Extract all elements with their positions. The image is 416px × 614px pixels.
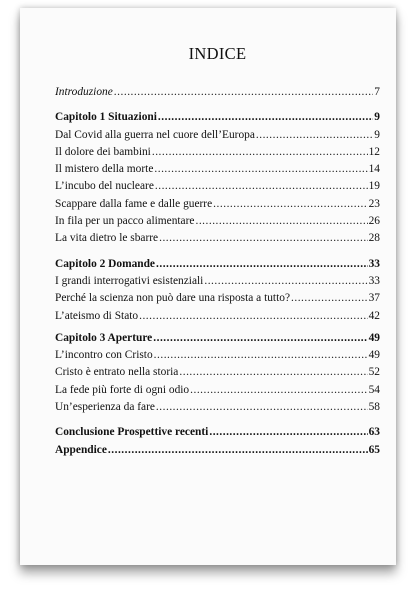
toc-chapter-page: 9 <box>374 111 380 124</box>
toc-entry-label: Il mistero della morte <box>55 163 154 176</box>
toc-entry-label: L’incontro con Cristo <box>55 349 153 362</box>
toc-entry-page: 42 <box>368 309 380 322</box>
toc-entry-label: Perché la scienza non può dare una risposta a tutto? <box>55 292 291 305</box>
toc-chapter-3 <box>55 330 380 347</box>
toc-entry-page: 19 <box>368 180 380 193</box>
toc-chapter-page: 65 <box>368 443 380 456</box>
toc-chapter-page: 49 <box>368 331 380 344</box>
toc-entry <box>55 382 380 399</box>
toc-chapter-label: Capitolo 2 Domande <box>55 257 155 270</box>
dot-leader <box>154 347 368 364</box>
toc-entry <box>55 161 380 178</box>
toc-entry-page: 9 <box>374 128 380 141</box>
toc-entry-page: 49 <box>368 349 380 362</box>
toc-appendix <box>55 442 380 459</box>
dot-leader <box>156 256 368 273</box>
dot-leader <box>204 273 367 290</box>
toc-entry-label: I grandi interrogativi esistenziali <box>55 274 204 287</box>
toc-entry <box>55 178 380 195</box>
dot-leader <box>156 399 368 416</box>
toc-entry <box>55 399 380 416</box>
toc-entry <box>55 213 380 230</box>
toc-entry-page: 7 <box>374 86 380 98</box>
dot-leader <box>114 84 374 101</box>
dot-leader <box>159 230 368 247</box>
toc-entry <box>55 127 380 144</box>
toc-entry <box>55 347 380 364</box>
dot-leader <box>190 382 367 399</box>
toc-entry-page: 26 <box>368 215 380 228</box>
dot-leader <box>256 127 373 144</box>
toc-entry-label: In fila per un pacco alimentare <box>55 215 195 228</box>
toc-conclusion <box>55 424 380 441</box>
toc-entry-label: Il dolore dei bambini <box>55 145 151 158</box>
toc-entry-label: Introduzione <box>55 86 113 98</box>
toc-entry-label: L’ateismo di Stato <box>55 309 139 322</box>
toc-entry-label: La vita dietro le sbarre <box>55 232 159 245</box>
toc-entry-page: 54 <box>368 383 380 396</box>
dot-leader <box>209 424 367 441</box>
toc-entry <box>55 230 380 247</box>
dot-leader <box>213 196 367 213</box>
toc-chapter-label: Capitolo 1 Situazioni <box>55 111 157 124</box>
toc-entry <box>55 196 380 213</box>
toc-chapter-2 <box>55 256 380 273</box>
dot-leader <box>195 213 367 230</box>
dot-leader <box>179 364 367 381</box>
toc-entry-page: 37 <box>368 292 380 305</box>
book-page <box>20 8 396 565</box>
toc-entry <box>55 144 380 161</box>
dot-leader <box>155 178 368 195</box>
toc-chapter-page: 33 <box>368 257 380 270</box>
toc-entry-label: La fede più forte di ogni odio <box>55 383 190 396</box>
table-of-contents <box>55 40 380 459</box>
dot-leader <box>158 109 373 126</box>
toc-chapter-label: Capitolo 3 Aperture <box>55 331 153 344</box>
toc-entry-page: 14 <box>368 163 380 176</box>
toc-entry-page: 33 <box>368 274 380 287</box>
toc-entry <box>55 364 380 381</box>
toc-entry-page: 58 <box>368 401 380 414</box>
dot-leader <box>291 290 368 307</box>
toc-chapter-page: 63 <box>368 426 380 439</box>
dot-leader <box>108 442 368 459</box>
toc-entry-label: Dal Covid alla guerra nel cuore dell’Europa <box>55 128 255 141</box>
toc-entry-label: Un’esperienza da fare <box>55 401 155 414</box>
dot-leader <box>139 308 368 325</box>
toc-entry <box>55 308 380 325</box>
dot-leader <box>152 144 368 161</box>
toc-entry-label: Cristo è entrato nella storia <box>55 366 179 379</box>
toc-entry-introduction <box>55 84 380 101</box>
toc-chapter-1 <box>55 109 380 126</box>
toc-entry <box>55 273 380 290</box>
dot-leader <box>153 330 367 347</box>
toc-entry <box>55 290 380 307</box>
toc-entry-label: L’incubo del nucleare <box>55 180 154 193</box>
toc-chapter-label: Appendice <box>55 443 107 456</box>
toc-entry-page: 52 <box>368 366 380 379</box>
page-title: INDICE <box>188 44 247 63</box>
toc-entry-page: 12 <box>368 145 380 158</box>
dot-leader <box>154 161 367 178</box>
toc-entry-page: 23 <box>368 197 380 210</box>
toc-entry-label: Scappare dalla fame e dalle guerre <box>55 197 213 210</box>
toc-chapter-label: Conclusione Prospettive recenti <box>55 426 209 439</box>
toc-entry-page: 28 <box>368 232 380 245</box>
